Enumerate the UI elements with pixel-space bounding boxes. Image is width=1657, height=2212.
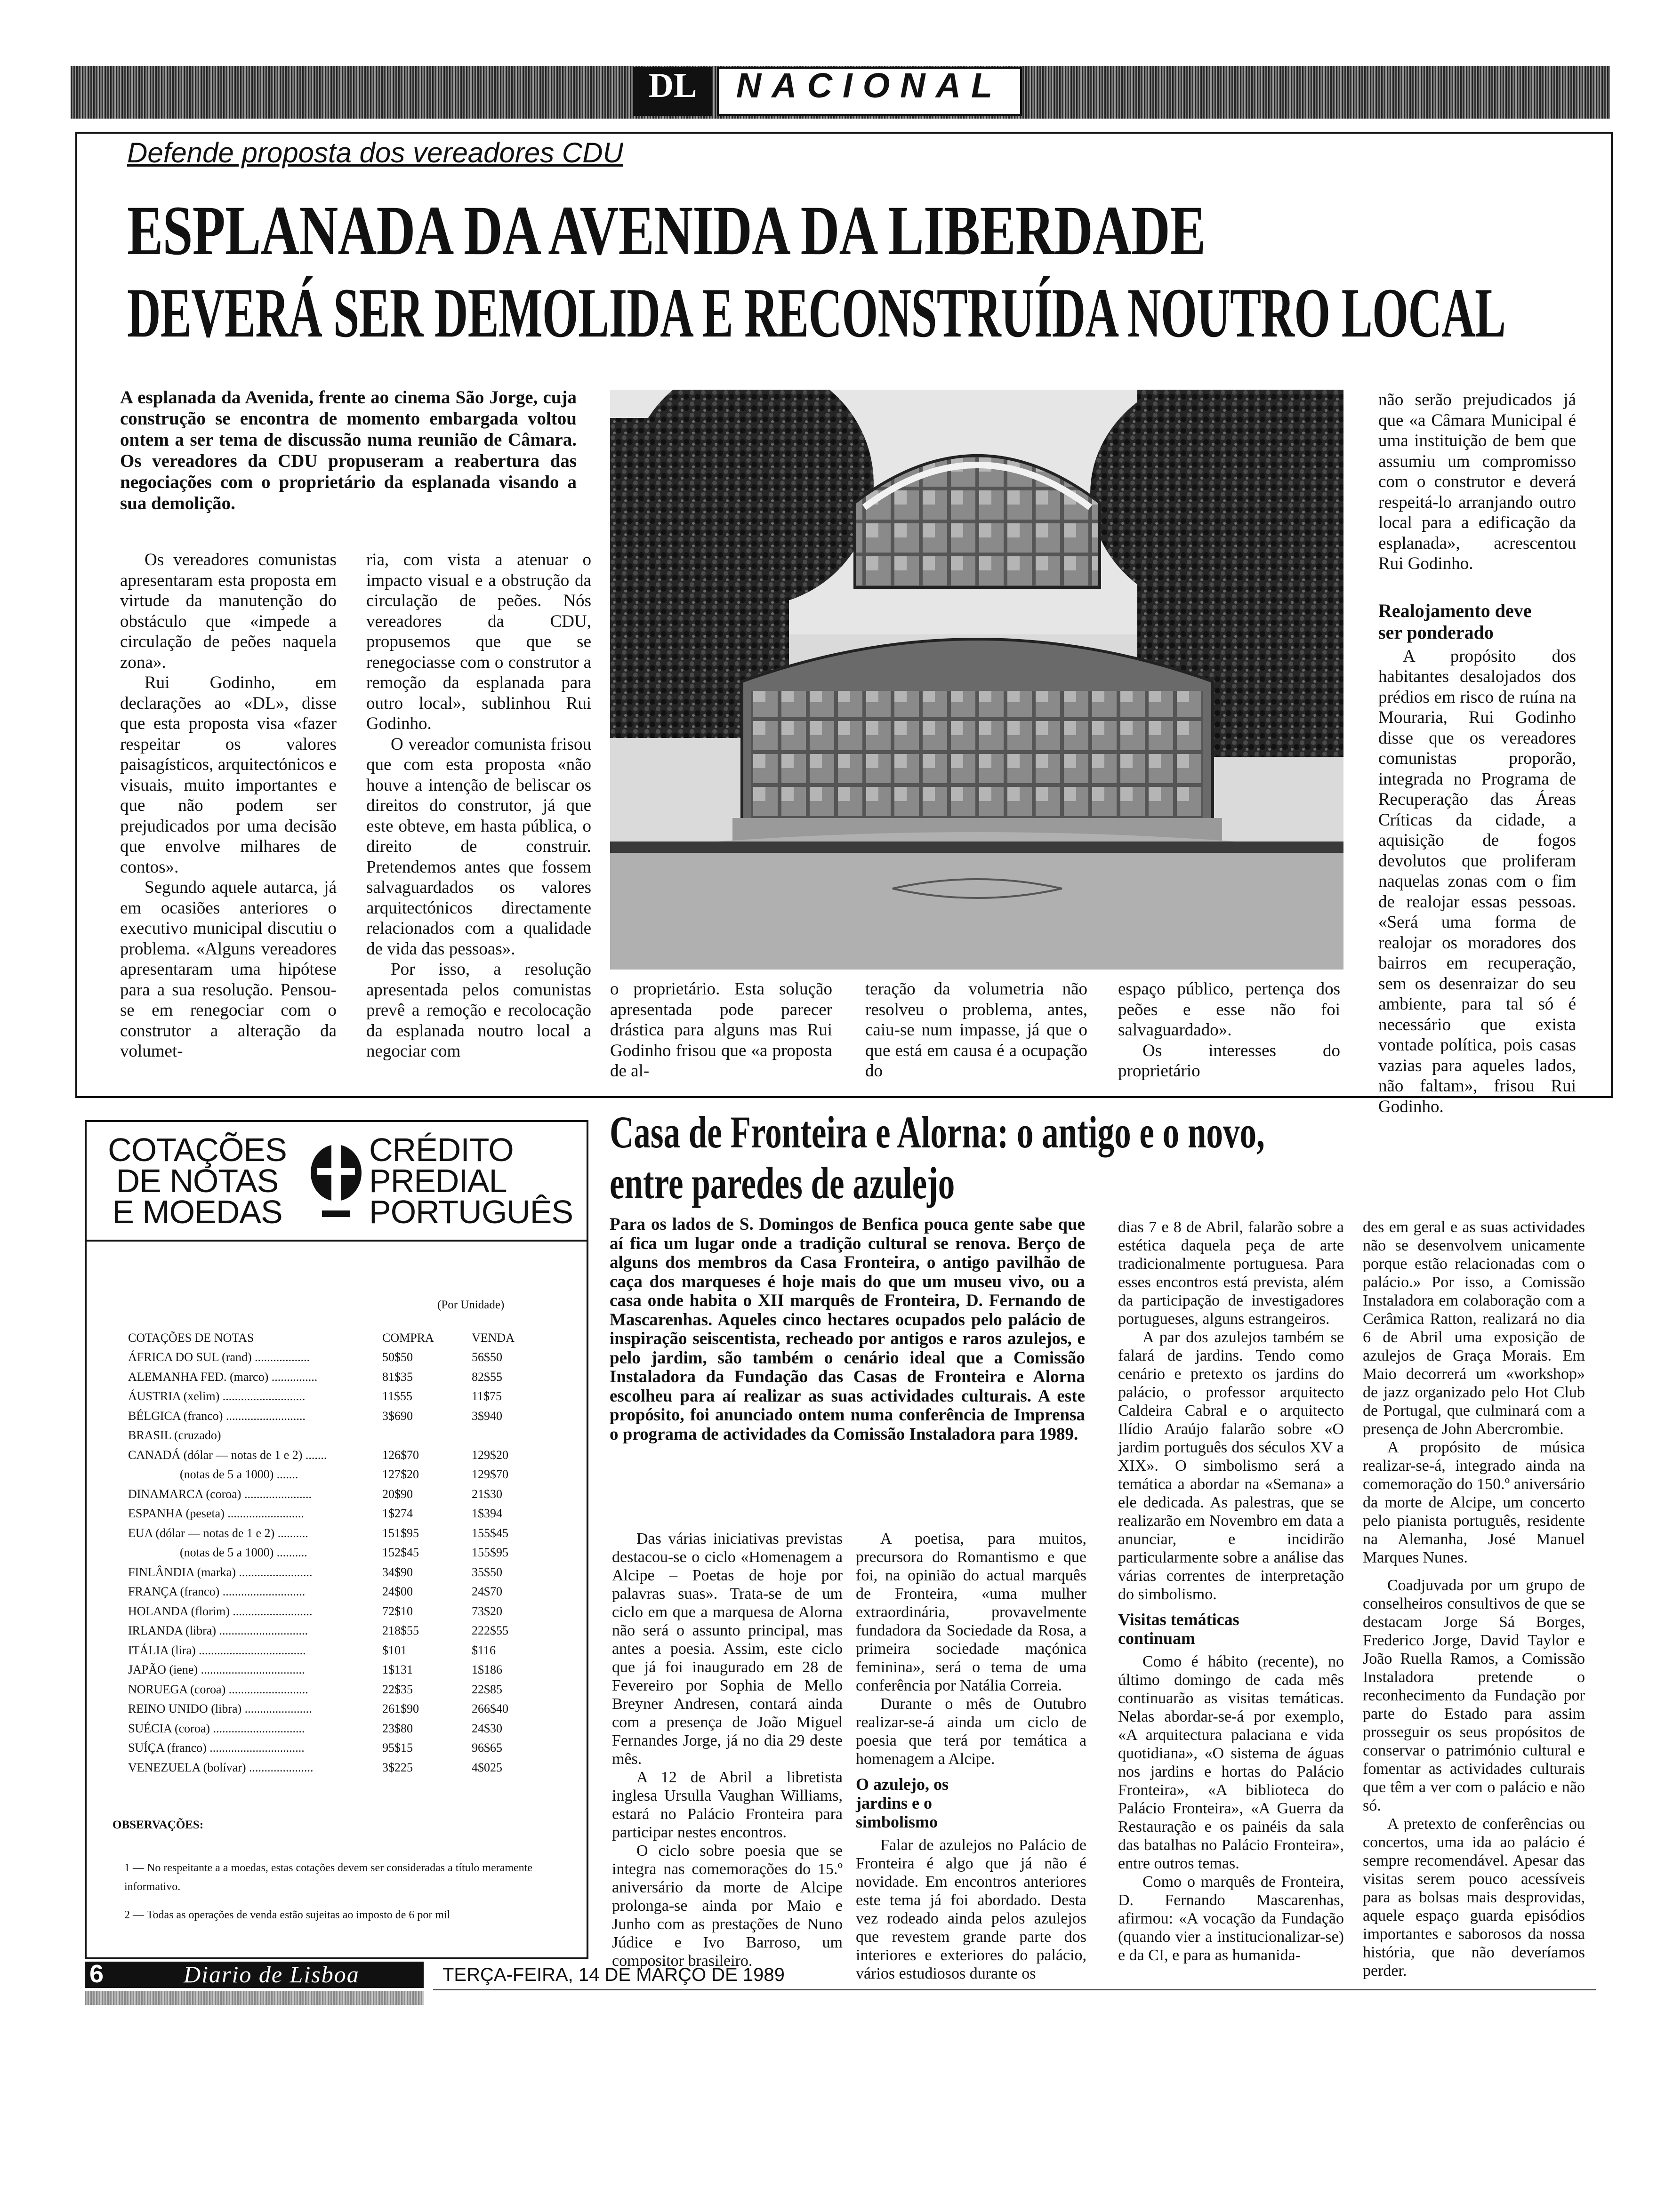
sell-rate: 155$45 [472, 1526, 508, 1540]
rates-row [128, 1758, 542, 1778]
sell-rate: 82$55 [472, 1370, 502, 1384]
article-column-1 [120, 550, 337, 1062]
rates-row [128, 1406, 542, 1426]
paper-name: Diario de Lisboa [184, 1961, 360, 1988]
paragraph: Rui Godinho, em declarações ao «DL», disse que esta proposta visa «fazer respeitar os valores paisagísticos, arquitectónicos e visuais, muito importantes e que não podem ser prejudicados por uma decisão que envolve milhares de contos». [120, 673, 337, 877]
rates-row [128, 1523, 542, 1543]
sell-rate: 3$940 [472, 1409, 502, 1423]
buy-rate: 11$55 [382, 1389, 413, 1403]
rates-row [128, 1739, 542, 1758]
subheading-azulejo: O azulejo, os jardins e o simbolismo [856, 1775, 949, 1831]
bank-name [369, 1131, 573, 1230]
paragraph: não serão prejudicados já que «a Câmara Municipal é uma instituição de bem que assumiu um compromisso com o construtor e deverá respeitá-lo arranjando outro local para a edificação da esplanada», acrescentou Rui Godinho. [1378, 390, 1576, 573]
currency-name: (notas de 5 a 1000) ....... [180, 1467, 298, 1482]
header-cell: VENDA [472, 1330, 515, 1345]
buy-rate: 261$90 [382, 1702, 419, 1716]
rates-row [128, 1504, 542, 1524]
sell-rate: 1$186 [472, 1663, 502, 1677]
currency-name: EUA (dólar — notas de 1 e 2) .......... [128, 1526, 308, 1540]
buy-rate: 22$35 [382, 1682, 413, 1696]
buy-rate: 127$20 [382, 1467, 419, 1482]
rates-row [128, 1660, 542, 1680]
buy-rate: 218$55 [382, 1624, 419, 1638]
paragraph: des em geral e as suas actividades não se desenvolvem unicamente porque estão relacionadas com o palácio.» Por isso, a Comissão Instaladora em colaboração com a Cerâmica Ratton, realizará no dia 6 de Abril uma exposição de azulejos de Graça Morais. Em Maio decorrerá um «workshop» de jazz organizado pelo Hot Club de Portugal, que culminará com a presença de John Abercrombie. [1363, 1218, 1585, 1438]
buy-rate: 152$45 [382, 1546, 419, 1560]
rates-row [128, 1641, 542, 1660]
rates-row [128, 1348, 542, 1368]
sell-rate: $116 [472, 1643, 496, 1657]
paragraph: Como é hábito (recente), no último domingo de cada mês continuarão as visitas temáticas. Nelas abordar-se-á por exemplo, «A arquitectura palaciana e vida quotidiana», «O sistema de águas nos jardins e hortas do Palácio Fronteira», «A biblioteca do Palácio Fronteira», «A Guerra da Restauração e os painéis da sala das batalhas no Palácio Fronteira», entre outros temas. [1118, 1653, 1344, 1872]
article-column-right [1378, 390, 1576, 1117]
page-number: 6 [89, 1960, 104, 1988]
rates-row [128, 1680, 542, 1699]
paragraph: Os vereadores comunistas apresentaram esta proposta em virtude da manutenção do obstáculo que «impede a circulação de peões naquela zona». [120, 550, 337, 672]
bank-name-line: PORTUGUÊS [369, 1194, 573, 1230]
paragraph: A 12 de Abril a libretista inglesa Ursulla Vaughan Williams, estará no Palácio Fronteira para participar nestes encontros. [612, 1769, 843, 1841]
headline-line-2: DEVERÁ SER DEMOLIDA E RECONSTRUÍDA NOUTRO LOCAL [127, 274, 1506, 352]
paragraph: Segundo aquele autarca, já em ocasiões anteriores o executivo municipal discutiu o problema. «Alguns vereadores apresentaram uma hipótese para a sua resolução. Pensou-se em renegociar com o construtor a alteração da volumet- [120, 878, 337, 1061]
paragraph: dias 7 e 8 de Abril, falarão sobre a estética daquela peça de arte tradicionalmente portuguesa. Para esses encontros está prevista, além da participação de investigadores portugueses, alguns estrangeiros. [1118, 1218, 1344, 1328]
rates-row [128, 1582, 542, 1602]
second-column-3 [1118, 1218, 1344, 1964]
bank-logo-icon [308, 1140, 364, 1220]
currency-name: JAPÃO (iene) .................................. [128, 1663, 305, 1677]
unit-note: (Por Unidade) [437, 1298, 505, 1311]
observation-2: 2 — Todas as operações de venda estão sujeitas ao imposto de 6 por mil [124, 1909, 450, 1921]
kicker: Defende proposta dos vereadores CDU [127, 137, 623, 168]
header-cell: COMPRA [382, 1330, 434, 1345]
rates-row [128, 1563, 542, 1582]
second-column-1 [612, 1530, 843, 1970]
bank-name-line: CRÉDITO [369, 1131, 514, 1168]
currency-name: SUÍÇA (franco) ............................... [128, 1741, 305, 1755]
buy-rate: 24$00 [382, 1585, 413, 1599]
second-column-4 [1363, 1218, 1585, 1980]
currency-name: (notas de 5 a 1000) .......... [180, 1546, 307, 1560]
paragraph: teração da volumetria não resolveu o problema, antes, caiu-se num impasse, já que o que está em causa é a ocupação do [865, 979, 1087, 1081]
sell-rate: 35$50 [472, 1565, 502, 1579]
buy-rate: 34$90 [382, 1565, 413, 1579]
article-column-2 [366, 550, 591, 1062]
paragraph: Das várias iniciativas previstas destacou-se o ciclo «Homenagem a Alcipe – Poetas de hoje por palavras suas». Trata-se de um ciclo em que a marquesa de Alorna não será o assunto principal, mas antes a poesia. Assim, este ciclo que já foi inaugurado em 28 de Fevereiro por Sophia de Mello Breyner Andresen, contará ainda com a presença de João Miguel Fernandes Jorge, já no dia 29 deste mês. [612, 1530, 843, 1768]
sell-rate: 56$50 [472, 1350, 502, 1364]
sell-rate: 24$30 [472, 1721, 502, 1735]
rates-title-line: E MOEDAS [112, 1194, 282, 1230]
currency-name: HOLANDA (florim) .......................... [128, 1604, 313, 1618]
paragraph: ria, com vista a atenuar o impacto visual e a obstrução da circulação de peões. Nós vereadores da CDU, propusemos que que se renegociasse com o construtor a remoção da esplanada para outro local», sublinhou Rui Godinho. [366, 550, 591, 733]
sell-rate: 24$70 [472, 1585, 502, 1599]
observations-title: OBSERVAÇÕES: [113, 1819, 204, 1831]
buy-rate: 126$70 [382, 1448, 419, 1462]
rates-row [128, 1719, 542, 1739]
paragraph: Falar de azulejos no Palácio de Fronteira é algo que já não é novidade. Em encontros anteriores este tema já foi abordado. Desta vez rodeado ainda pelos azulejos que revestem grande parte dos interiores e exteriores do palácio, vários estudiosos durante os [856, 1836, 1086, 1982]
paragraph: A par dos azulejos também se falará de jardins. Tendo como cenário e pretexto os jardins do palácio, o professor arquitecto Caldeira Cabral e o arquitecto Ilídio Araújo falarão sobre «O jardim português dos séculos XV a XIX». O simbolismo será a temática a abordar na «Semana» a ele dedicada. As palestras, que se realizarão em Novembro em data a anunciar, e incidirão particularmente sobre a análise das várias correntes de interpretação do simbolismo. [1118, 1329, 1344, 1603]
paragraph: espaço público, pertença dos peões e esse não foi salvaguardado». [1118, 979, 1340, 1040]
rates-divider [87, 1240, 587, 1242]
currency-name: REINO UNIDO (libra) ...................... [128, 1702, 312, 1716]
sell-rate: 96$65 [472, 1741, 502, 1755]
rates-row [128, 1387, 542, 1407]
header-cell: COTAÇÕES DE NOTAS [128, 1330, 254, 1345]
buy-rate: 3$690 [382, 1409, 413, 1423]
sell-rate: 11$75 [472, 1389, 502, 1403]
currency-name: CANADÁ (dólar — notas de 1 e 2) ....... [128, 1448, 327, 1462]
rates-header-row [128, 1328, 542, 1348]
buy-rate: 72$10 [382, 1604, 413, 1618]
sell-rate: 22$85 [472, 1682, 502, 1696]
currency-name: FRANÇA (franco) ........................... [128, 1585, 306, 1599]
buy-rate: 50$50 [382, 1350, 413, 1364]
buy-rate [382, 1426, 472, 1446]
rates-row [128, 1484, 542, 1504]
sell-rate [472, 1426, 542, 1446]
buy-rate: 151$95 [382, 1526, 419, 1540]
currency-name: IRLANDA (libra) ............................. [128, 1624, 308, 1638]
currency-name: BÉLGICA (franco) .......................... [128, 1409, 306, 1423]
currency-name: ALEMANHA FED. (marco) ............... [128, 1370, 318, 1384]
currency-name: ITÁLIA (lira) ................................... [128, 1643, 306, 1657]
newspaper-logo: DL [633, 67, 712, 116]
paragraph: A pretexto de conferências ou concertos, uma ida ao palácio é sempre recomendável. Apesar das visitas serem pouco acessíveis para as bolsas mais desprovidas, aquele espaço guarda episódios importantes e saborosos da nossa história, que não deveríamos perder. [1363, 1815, 1585, 1980]
currency-name: VENEZUELA (bolívar) ..................... [128, 1760, 314, 1774]
paragraph: A propósito de música realizar-se-á, integrado ainda na comemoração do 150.º aniversário da morte de Alcipe, um concerto pelo pianista português, residente na Alemanha, José Manuel Marques Nunes. [1363, 1439, 1585, 1566]
buy-rate: 1$274 [382, 1507, 413, 1521]
second-headline-line: entre paredes de azulejo [610, 1158, 955, 1208]
headline-line-1: ESPLANADA DA AVENIDA DA LIBERDADE [127, 192, 1206, 270]
observation-1: 1 — No respeitante a a moedas, estas cotações devem ser consideradas a título meramente informativo. [124, 1862, 532, 1893]
currency-name: FINLÂNDIA (marka) ........................ [128, 1565, 313, 1579]
section-label: NACIONAL [717, 67, 1022, 116]
sell-rate: 73$20 [472, 1604, 502, 1618]
article-under-photo-3 [1118, 979, 1340, 1082]
second-lead: Para os lados de S. Domingos de Benfica pouca gente sabe que aí fica um lugar onde a tradição cultural se renova. Berço de alguns dos membros da Casa Fronteira, o antigo pavilhão de caça dos marqueses é hoje mais do que um museu vivo, ou a casa onde habita o XII marquês de Fronteira, D. Fernando de Mascarenhas. Aqueles cinco hectares ocupados pelo palácio de inspiração seiscentista, recheado por antigos e raros azulejos, e pelo jardim, são também o cenário ideal que a Comissão Instaladora da Fundação das Casas de Fronteira e Alorna escolheu para aí realizar as suas actividades culturais. A este propósito, foi anunciado ontem numa conferência de Imprensa o programa de actividades da Comissão Instaladora para 1989. [610, 1215, 1085, 1444]
sell-rate: 21$30 [472, 1487, 502, 1501]
rates-row [128, 1367, 542, 1387]
paragraph: Coadjuvada por um grupo de conselheiros consultivos de que se destacam Jorge Sá Borges, Frederico Jorge, David Taylor e João Ruella Ramos, a Comissão Instaladora pretende o reconhecimento da Fundação por parte do Estado para assim prosseguir os seus propósitos de conservar o património cultural e fomentar as actividades culturais que têm a ver com o palácio e não só. [1363, 1577, 1585, 1814]
rates-title [96, 1131, 298, 1230]
sell-rate: 266$40 [472, 1702, 508, 1716]
rates-row [128, 1543, 542, 1563]
rates-row [128, 1699, 542, 1719]
paragraph: Os interesses do proprietário [1118, 1041, 1340, 1081]
paragraph: A propósito dos habitantes desalojados dos prédios em risco de ruína na Mouraria, Rui Godinho disse que os vereadores comunistas proporão, integrada no Programa de Recuperação das Áreas Críticas da cidade, a aquisição de fogos devolutos que proliferam naquelas zonas com o fim de realojar essas pessoas. «Será uma forma de realojar os moradores dos bairros em recuperação, sem os desenraizar do seu ambiente, para tal só é necessário que exista vontade política, pois casas vazias para aqueles lados, não faltam», frisou Rui Godinho. [1378, 646, 1576, 1116]
sell-rate: 222$55 [472, 1624, 508, 1638]
rates-row [128, 1602, 542, 1621]
sell-rate: 155$95 [472, 1546, 508, 1560]
article-lead: A esplanada da Avenida, frente ao cinema São Jorge, cuja construção se encontra de momento embargada voltou ontem a ser tema de discussão numa reunião de Câmara. Os vereadores da CDU propuseram a reabertura das negociações com o proprietário da esplanada visando a sua demolição. [120, 387, 577, 513]
paragraph: Como o marquês de Fronteira, D. Fernando Mascarenhas, afirmou: «A vocação da Fundação (quando vier a institucionalizar-se) e da CI, e para as humanida- [1118, 1873, 1344, 1964]
esplanade-photo [610, 390, 1343, 970]
paragraph: O ciclo sobre poesia que se integra nas comemorações do 15.º aniversário da morte de Alcipe prolonga-se ainda por Maio e Junho com as prestações de Nuno Júdice e Ivo Barroso, um compositor brasileiro. [612, 1842, 843, 1970]
rates-title-line: DE NOTAS [116, 1162, 279, 1199]
sell-rate: 129$70 [472, 1467, 508, 1482]
rates-row [128, 1426, 542, 1446]
buy-rate: 81$35 [382, 1370, 413, 1384]
rates-table [128, 1328, 542, 1778]
footer-line [433, 1989, 1596, 1990]
sell-rate: 129$20 [472, 1448, 508, 1462]
buy-rate: 95$15 [382, 1741, 413, 1755]
buy-rate: 23$80 [382, 1721, 413, 1735]
article-under-photo-2 [865, 979, 1087, 1082]
rates-box [85, 1120, 588, 1959]
second-headline-line: Casa de Fronteira e Alorna: o antigo e o novo, [610, 1107, 1265, 1157]
buy-rate: 1$131 [382, 1663, 413, 1677]
currency-name: ÁFRICA DO SUL (rand) .................. [128, 1350, 310, 1364]
paragraph: o proprietário. Esta solução apresentada pode parecer drástica para alguns mas Rui Godinho frisou que «a proposta de al- [610, 979, 832, 1081]
bank-name-line: PREDIAL [369, 1162, 507, 1199]
footer-date: TERÇA-FEIRA, 14 DE MARÇO DE 1989 [442, 1964, 785, 1985]
paragraph: O vereador comunista frisou que com esta proposta «não houve a intenção de beliscar os direitos do construtor, já que este obteve, em hasta pública, o direito de construir. Pretendemos antes que fossem salvaguardados os valores arquitectónicos directamente relacionados com a qualidade de vida das pessoas». [366, 734, 591, 959]
sell-rate: 4$025 [472, 1760, 502, 1774]
rates-row [128, 1445, 542, 1465]
subheading-visitas: Visitas temáticas continuam [1118, 1610, 1239, 1648]
currency-name: DINAMARCA (coroa) ...................... [128, 1487, 312, 1501]
currency-name: ESPANHA (peseta) ......................... [128, 1507, 304, 1521]
currency-name: BRASIL (cruzado) [128, 1428, 221, 1443]
currency-name: ÁUSTRIA (xelim) ........................... [128, 1389, 306, 1403]
section-header [633, 67, 1022, 116]
sell-rate: 1$394 [472, 1507, 502, 1521]
currency-name: NORUEGA (coroa) .......................... [128, 1682, 308, 1696]
second-column-2 [856, 1530, 1086, 1983]
article-under-photo-1 [610, 979, 832, 1082]
buy-rate: 20$90 [382, 1487, 413, 1501]
footer-rule [85, 1991, 424, 2005]
subheading-realojamento: Realojamento deve ser ponderado [1378, 600, 1532, 643]
paragraph: Durante o mês de Outubro realizar-se-á ainda um ciclo de poesia que terá por temática a homenagem a Alcipe. [856, 1695, 1086, 1768]
buy-rate: 3$225 [382, 1760, 413, 1774]
paragraph: Por isso, a resolução apresentada pelos comunistas prevê a remoção e recolocação da esplanada noutro local a negociar com [366, 960, 591, 1061]
rates-row [128, 1621, 542, 1641]
rates-title-line: COTAÇÕES [108, 1131, 287, 1168]
second-headline [610, 1107, 1265, 1209]
currency-name: SUÉCIA (coroa) .............................. [128, 1721, 305, 1735]
buy-rate: $101 [382, 1643, 407, 1657]
rates-row [128, 1465, 542, 1485]
paragraph: A poetisa, para muitos, precursora do Romantismo e que foi, na opinião do actual marquês de Fronteira, «uma mulher extraordinária, provavelmente fundadora da Sociedade da Rosa, a primeira sociedade maçónica feminina», será o tema de uma conferência por Natália Correia. [856, 1530, 1086, 1694]
